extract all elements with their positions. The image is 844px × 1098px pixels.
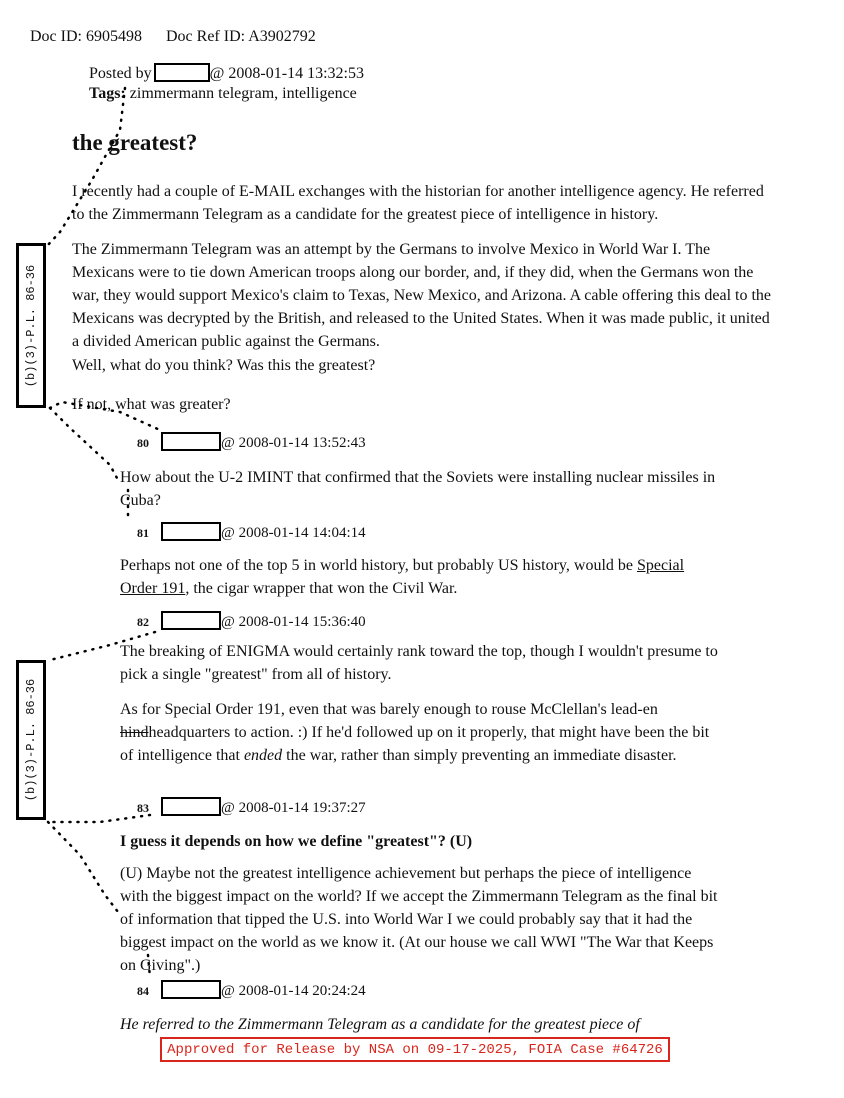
- comment-timestamp: @ 2008-01-14 20:24:24: [221, 983, 366, 999]
- comment-text: [120, 554, 720, 600]
- comment-number: 81: [137, 526, 149, 540]
- comment-text-part: As for Special Order 191, even that was barely enough to rouse McClellan's lead-en: [120, 701, 658, 718]
- posted-by-label: Posted by: [89, 65, 152, 82]
- comment-number: 83: [137, 801, 149, 815]
- comment-header: [137, 980, 366, 1000]
- comment-text: The breaking of ENIGMA would certainly rank toward the top, though I wouldn't presume to pick a single "greatest" from all of history.: [120, 643, 718, 683]
- leader-line: [48, 815, 150, 822]
- post-paragraph-4: If not, what was greater?: [72, 396, 231, 413]
- post-paragraph-1: I recently had a couple of E-MAIL exchanges with the historian for another intelligence agency. He referred to the Zimmermann Telegram as a candidate for the greatest piece of intelligence in history.: [72, 183, 764, 223]
- comment-header: [137, 432, 366, 452]
- comment-text: (U) Maybe not the greatest intelligence achievement but perhaps the piece of intelligence with the biggest impact on the world? If we accept the Zimmermann Telegram as the final bit of information that tipped the U.S. into World War I we could probably say that it had the biggest impact on the world as we know it. (At our house we call WWI "The War that Keeps on Giving".): [120, 865, 718, 974]
- exemption-box: [16, 660, 46, 820]
- leader-line: [48, 822, 118, 912]
- comment-text: He referred to the Zimmermann Telegram as a candidate for the greatest piece of: [120, 1016, 640, 1033]
- comment-heading: I guess it depends on how we define "greatest"? (U): [120, 833, 473, 850]
- exemption-label: (b)(3)-P.L. 86-36: [24, 264, 38, 387]
- comment-timestamp: @ 2008-01-14 14:04:14: [221, 525, 366, 541]
- tags-value[interactable]: zimmermann telegram, intelligence: [125, 85, 357, 102]
- comment-timestamp: @ 2008-01-14 15:36:40: [221, 614, 366, 630]
- comment-text: [120, 698, 720, 767]
- post-timestamp: @ 2008-01-14 13:32:53: [209, 65, 364, 82]
- post-title: the greatest?: [72, 130, 198, 155]
- comment-number: 84: [137, 984, 149, 998]
- comment-timestamp: @ 2008-01-14 19:37:27: [221, 800, 366, 816]
- emphasis-text: ended: [243, 747, 283, 764]
- comment-timestamp: @ 2008-01-14 13:52:43: [221, 435, 366, 451]
- post-tags: [89, 85, 357, 103]
- comment-number: 80: [137, 436, 149, 450]
- comment-text: How about the U-2 IMINT that confirmed that the Soviets were installing nuclear missiles in Cuba?: [120, 469, 716, 509]
- comment-text-part: Perhaps not one of the top 5 in world history, but probably US history, would be: [120, 557, 637, 574]
- exemption-box: [16, 243, 46, 408]
- redaction-box: [154, 63, 210, 82]
- redaction-box: [161, 522, 221, 541]
- post-paragraph-3: Well, what do you think? Was this the greatest?: [72, 357, 376, 374]
- tags-label: Tags:: [89, 85, 126, 102]
- comment-header: [137, 797, 366, 817]
- redaction-box: [161, 611, 221, 630]
- post-byline: [89, 63, 364, 83]
- comment-header: [137, 611, 366, 631]
- redaction-box: [161, 980, 221, 999]
- leader-line: [50, 408, 118, 480]
- doc-id: Doc ID: 6905498: [30, 28, 142, 45]
- comment-text-part: headquarters to action. :) If he'd followed up on it properly, that might have been the bit of intelligence that: [120, 724, 710, 764]
- comment-header: [137, 522, 366, 542]
- comment-text-part: , the cigar wrapper that won the Civil War.: [185, 580, 458, 597]
- doc-ref-id: Doc Ref ID: A3902792: [165, 28, 316, 45]
- post-paragraph-2: The Zimmermann Telegram was an attempt by the Germans to involve Mexico in World War I. The Mexicans were to tie down American troops along our border, and, if they did, when the Germans won the war, they would support Mexico's claim to Texas, New Mexico, and Arizona. A cable offering this deal to the Mexicans was decrypted by the British, and released to the United States. When it was made public, it united a divided American public against the Germans.: [72, 241, 772, 350]
- comment-text-part: the war, rather than simply preventing an immediate disaster.: [282, 747, 677, 764]
- document-header: [30, 28, 336, 46]
- comment-number: 82: [137, 615, 149, 629]
- redaction-box: [161, 797, 221, 816]
- special-order-link[interactable]: Special Order 191: [120, 557, 685, 597]
- redaction-box: [161, 432, 221, 451]
- struck-text: hind: [120, 724, 149, 741]
- release-stamp: Approved for Release by NSA on 09-17-2025, FOIA Case #64726: [160, 1037, 670, 1062]
- exemption-label: (b)(3)-P.L. 86-36: [24, 678, 38, 802]
